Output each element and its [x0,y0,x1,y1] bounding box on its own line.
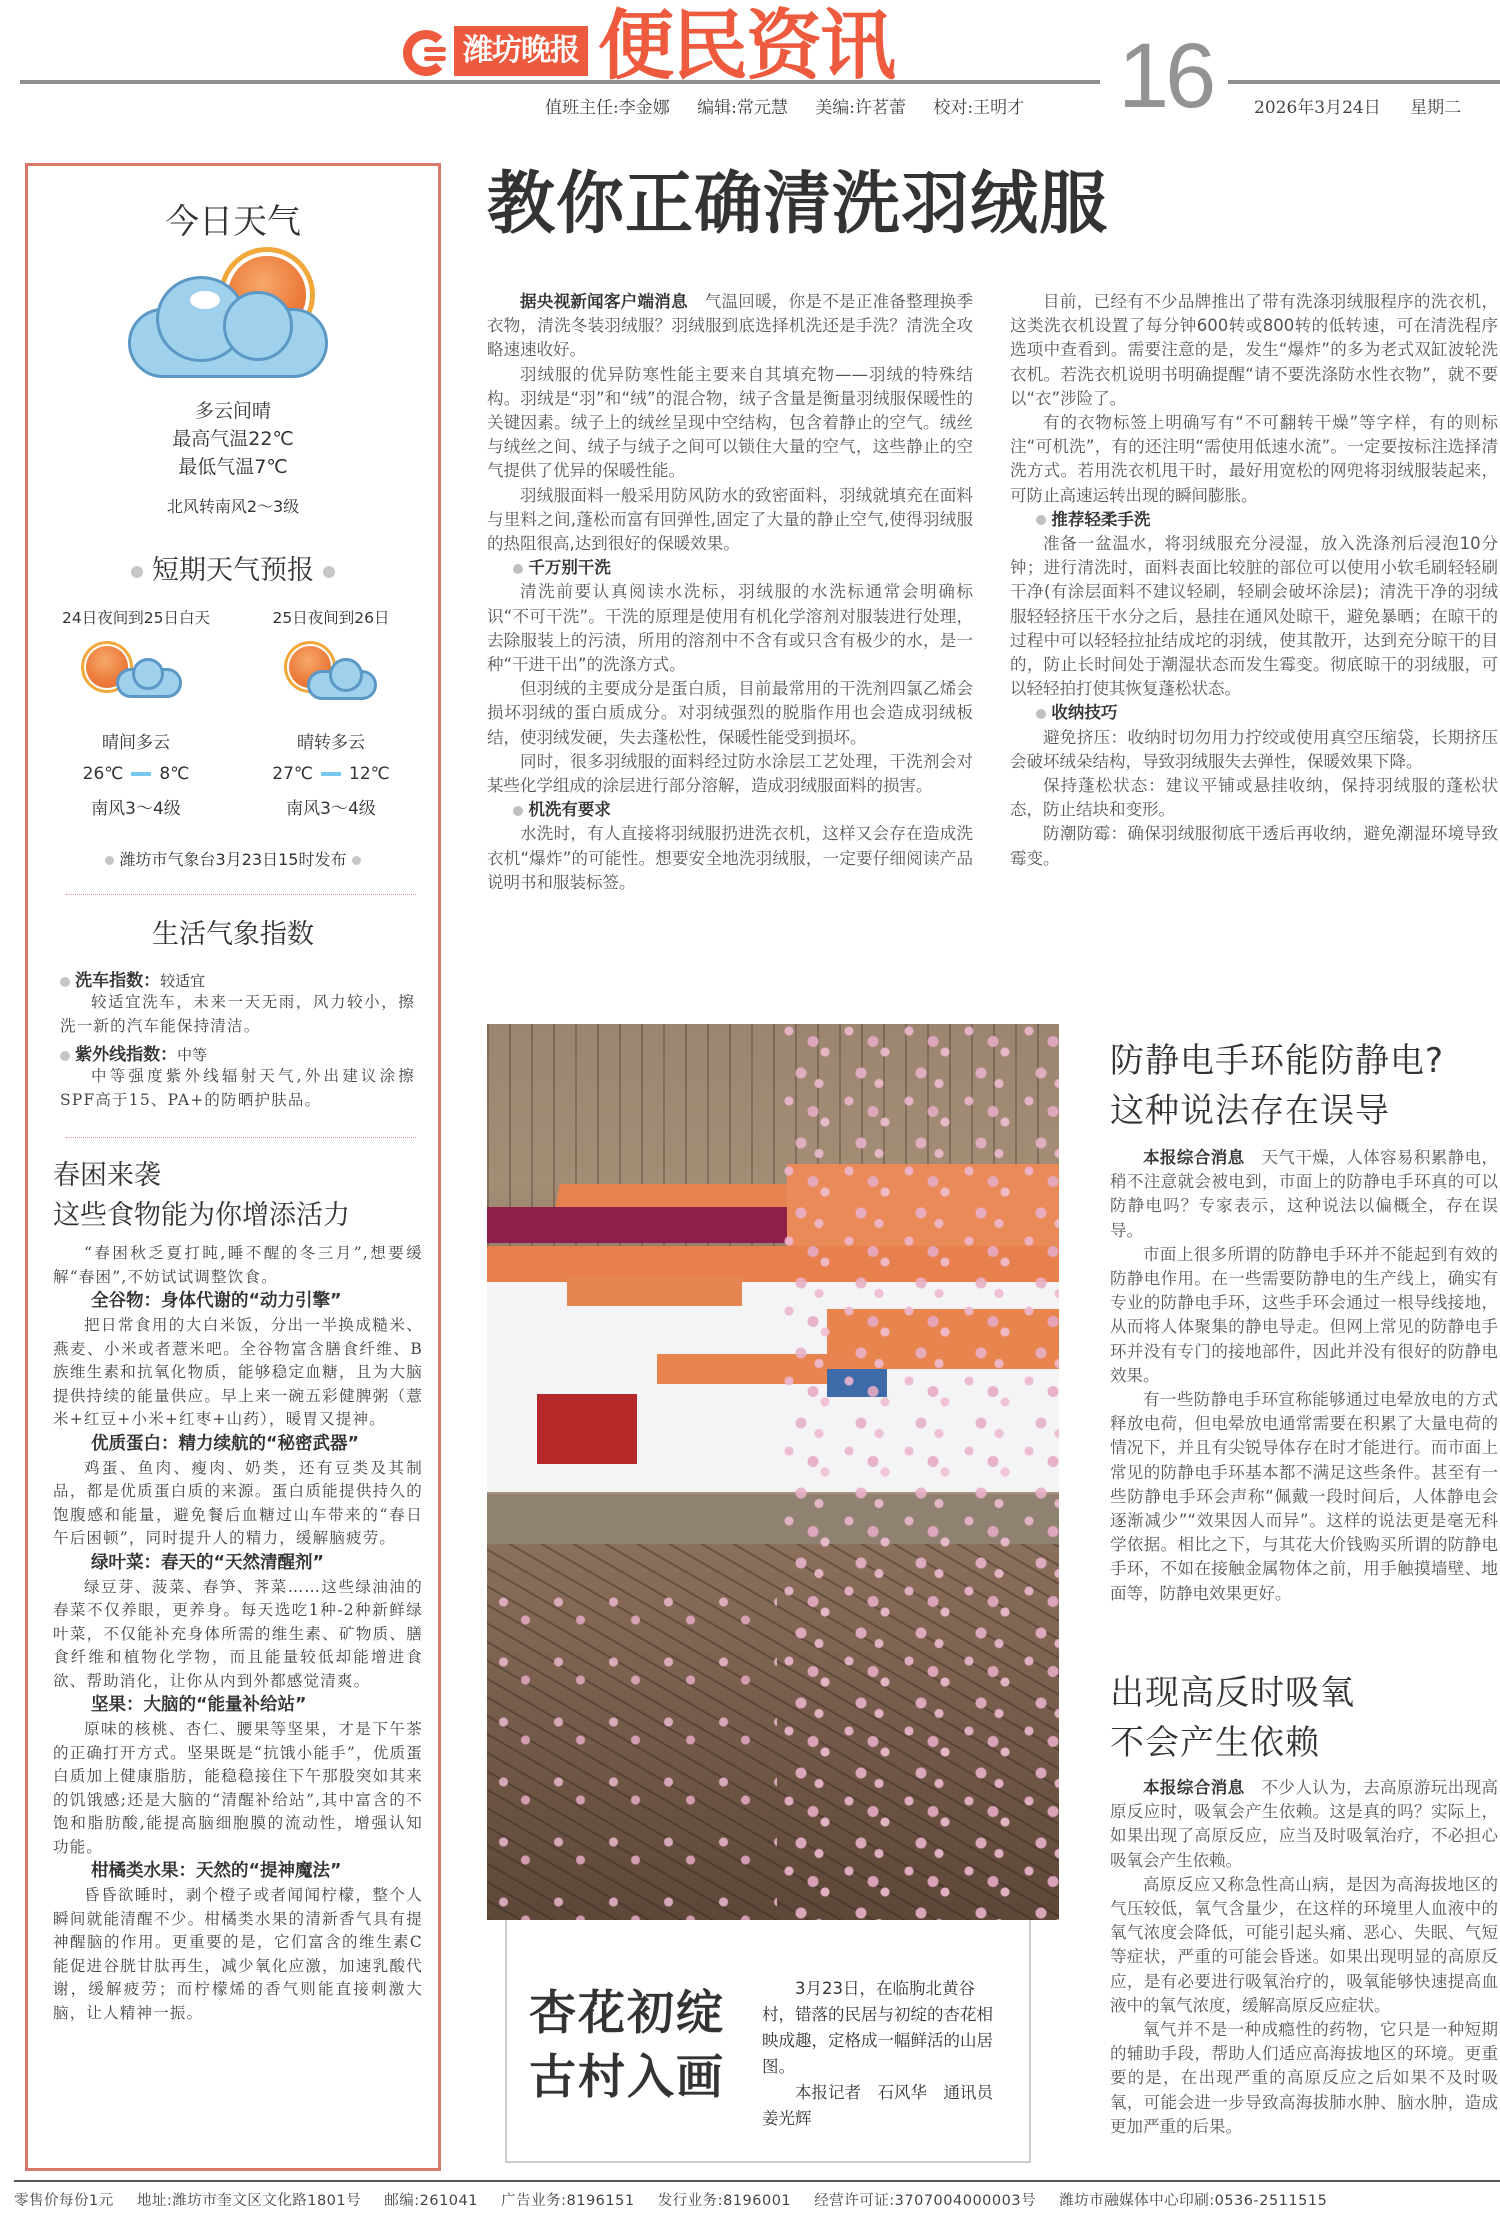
section-heading: 坚果：大脑的“能量补给站” [91,1695,307,1715]
forecast-issuer-line [28,847,438,870]
index-label: 紫外线指数： [75,1045,178,1065]
forecast-title: 短期天气预报 [152,555,314,586]
body-paragraph: 水洗时，有人直接将羽绒服扔进洗衣机，这样又会存在造成洗衣机“爆炸”的可能性。想要安全地洗羽绒服，一定要仔细阅读产品说明书和服装标签。 [487,824,973,892]
bullet-dot-icon [352,856,361,865]
section-heading: 全谷物：身体代谢的“动力引擎” [91,1291,342,1311]
title-line-2: 不会产生依赖 [1110,1723,1320,1763]
forecast-day-1 [36,606,236,819]
main-article-column-1 [487,290,973,895]
section-heading: 优质蛋白：精力续航的“秘密武器” [91,1433,360,1454]
bullet-dot-icon [60,1051,70,1061]
page-number: 16 [1118,25,1213,127]
section-text: 把日常食用的大白米饭，分出一半换成糙米、燕麦、小米或者薏米吧。全谷物富含膳食纤维、B族维生素和抗氧化物质，能够稳定血糖，且为大脑提供持续的能量供应。早上来一碗五彩健脾粥（薏米+红豆+小米+红枣+山药），暖胃又提神。 [53,1316,423,1428]
body-paragraph: 防潮防霉：确保羽绒服彻底干透后再收纳，避免潮湿环境导致霉变。 [1010,824,1498,868]
masthead-rule-left [20,80,1100,84]
section-heading: 绿叶菜：春天的“天然清醒剂” [91,1552,325,1573]
staff-designer: 美编:许茗蕾 [815,98,907,118]
oxygen-article-title [1110,1668,1355,1768]
body-paragraph: 羽绒服面料一般采用防风防水的致密面料，羽绒就填充在面料与里料之间,蓬松而富有回弹性,固定了大量的静止空气,使得羽绒服的热阻很高,达到很好的保暖效果。 [487,485,973,554]
static-article-body [1110,1146,1498,1606]
title-line-1: 出现高反时吸氧 [1110,1673,1355,1713]
section-text: 绿豆芽、菠菜、春笋、荠菜……这些绿油油的春菜不仅养眼，更养身。每天选吃1种-2种新鲜绿叶菜，不仅能补充身体所需的维生素、矿物质、膳食纤维和植物化学物，而且能量较低却能增进食欲、帮助消化，让你从内到外都感觉清爽。 [53,1577,423,1690]
issue-date: 2026年3月24日 [1254,98,1381,118]
footer-distribution: 发行业务:8196001 [657,2193,792,2209]
lead-paragraph: 据央视新闻客户端消息 气温回暖，你是不是正准备整理换季衣物，清洗冬装羽绒服？羽绒服到底选择机洗还是手洗？清洗全攻略速速收好。 [487,292,974,360]
index-value: 较适宜 [160,972,206,990]
divider [66,894,416,895]
spring-intro: “春困秋乏夏打盹,睡不醒的冬三月”,想要缓解“春困”,不妨试试调整饮食。 [53,1244,423,1286]
forecast-high: 27℃ [272,764,313,784]
life-index-title: 生活气象指数 [152,919,314,950]
car-wash-index [60,966,415,1038]
body-paragraph: 市面上很多所谓的防静电手环并不能起到有效的防静电作用。在一些需要防静电的生产线上，确实有专业的防静电手环，这些手环会通过一根导线接地，从而将人体聚集的静电导走。但网上常见的防静电手环并没有专门的接地部件，因此并没有很好的防静电效果。 [1110,1244,1498,1385]
today-condition: 多云间晴 [194,400,271,422]
main-headline: 教你正确清洗羽绒服 [487,165,1109,244]
divider [66,1137,416,1138]
title-line-2: 这种说法存在误导 [1110,1091,1390,1131]
oxygen-article-body [1110,1776,1498,2139]
footer-license: 经营许可证:3707004000003号 [814,2193,1037,2209]
forecast-header [28,548,438,587]
body-paragraph: 氧气并不是一种成瘾性的药物，它只是一种短期的辅助手段，帮助人们适应高海拔地区的环境。更重要的是，在出现严重的高原反应之后如果不及时吸氧，可能会进一步导致高海拔肺水肿、脑水肿，造成更加严重的后果。 [1110,2020,1498,2136]
body-paragraph: 避免挤压：收纳时切勿用力拧绞或使用真空压缩袋，长期挤压会破坏绒朵结构，导致羽绒服失去弹性，保暖效果下降。 [1010,727,1498,771]
footer-price: 零售价每份1元 [14,2193,114,2209]
footer-printer: 潍坊市融媒体中心印刷:0536-2511515 [1059,2193,1328,2209]
title-line-1: 防静电手环能防静电? [1110,1041,1445,1081]
footer-postcode: 邮编:261041 [384,2193,478,2209]
news-source: 据央视新闻客户端消息 [520,292,688,311]
forecast-high: 26℃ [82,764,124,784]
forecast-wind: 南风3～4级 [91,799,181,819]
main-article-column-2 [1010,290,1498,871]
staff-editor: 编辑:常元慧 [697,98,788,118]
body-paragraph: 但羽绒的主要成分是蛋白质，目前最常用的干洗剂四氯乙烯会损坏羽绒的蛋白质成分。对羽绒强烈的脱脂作用也会造成羽绒板结，使羽绒发硬，失去蓬松性，保暖性能受到损坏。 [487,679,973,747]
spring-article [53,1156,423,2025]
forecast-low: 12℃ [349,764,390,784]
temp-range-bar [131,772,151,776]
lead-paragraph: 本报综合消息 不少人认为，去高原游玩出现高原反应时，吸氧会产生依赖。这是真的吗？实际上，如果出现了高原反应，应当及时吸氧治疗，不必担心吸氧会产生依赖。 [1110,1778,1499,1870]
staff-credits [545,93,1046,118]
body-paragraph: 同时，很多羽绒服的面料经过防水涂层工艺处理，干洗剂会对某些化学组成的涂层进行部分溶解，造成羽绒服面料的损害。 [487,751,973,796]
static-article-title [1110,1036,1444,1136]
life-index-list [60,966,415,1112]
photo-title-line-1: 杏花初绽 [529,1986,725,2041]
section-title: 便民资讯 [598,1,894,90]
staff-proofreader: 校对:王明才 [933,98,1025,118]
footer-ads: 广告业务:8196151 [501,2193,635,2209]
index-label: 洗车指数： [75,971,161,991]
section-heading: 柑橘类水果：天然的“提神魔法” [91,1861,342,1881]
index-text: 较适宜洗车，未来一天无雨，风力较小，擦洗一新的汽车能保持清洁。 [60,993,415,1035]
forecast-temps [36,764,236,784]
section-text: 原味的核桃、杏仁、腰果等坚果，才是下午茶的正确打开方式。坚果既是“抗饿小能手”，优质蛋白质加上健康脂肪，能稳稳接住下午那股突如其来的饥饿感;还是大脑的“清醒补给站”,其中富含的不饱和脂肪酸,能提高脑细胞膜的流动性，增强认知功能。 [53,1720,423,1856]
spring-article-title [53,1156,423,1236]
temp-range-bar [321,772,341,776]
title-line-2: 这些食物能为你增添活力 [53,1200,350,1231]
subheading-machine-wash: 机洗有要求 [487,798,973,822]
sunny-cloudy-icon [281,646,381,706]
today-low-temp: 最低气温7℃ [178,456,288,478]
forecast-condition: 晴间多云 [102,733,170,753]
paper-logo-icon [403,30,449,76]
forecast-day-2 [236,606,426,819]
lead-paragraph: 本报综合消息 天气干燥，人体容易积累静电，稍不注意就会被电到，市面上的防静电手环真的可以防静电吗？专家表示，这种说法以偏概全，存在误导。 [1110,1148,1499,1240]
body-paragraph: 清洗前要认真阅读水洗标，羽绒服的水洗标通常会明确标识“不可干洗”。干洗的原理是使用有机化学溶剂对服装进行处理，去除服装上的污渍，所用的溶剂中不含有或只含有极少的水，是一种“干进干出”的洗涤方式。 [487,582,973,675]
body-paragraph: 目前，已经有不少品牌推出了带有洗涤羽绒服程序的洗衣机，这类洗衣机设置了每分钟600转或800转的低转速，可在清洗程序选项中查看到。需要注意的是，发生“爆炸”的多为老式双缸波轮洗衣机。若洗衣机说明书明确提醒“请不要洗涤防水性衣物”，就不要以“衣”涉险了。 [1010,292,1498,408]
index-value: 中等 [177,1046,208,1064]
bullet-dot-icon [131,566,143,578]
forecast-issuer: 潍坊市气象台3月23日15时发布 [119,850,347,869]
body-paragraph: 保持蓬松状态：建议平铺或悬挂收纳，保持羽绒服的蓬松状态，防止结块和变形。 [1010,776,1498,820]
bullet-dot-icon [60,977,70,987]
index-text: 中等强度紫外线辐射天气,外出建议涂擦SPF高于15、PA+的防晒护肤品。 [60,1067,415,1109]
photo-caption [762,1976,1010,2132]
subheading-no-dry-clean: 千万别干洗 [487,556,973,580]
body-paragraph: 准备一盆温水，将羽绒服充分浸湿，放入洗涤剂后浸泡10分钟；进行清洗时，面料表面比较脏的部位可以使用小软毛刷轻轻刷干净(有涂层面料不建议轻刷，轻刷会破坏涂层)；清洗干净的羽绒服轻轻挤压干水分之后，悬挂在通风处晾干，避免暴晒；在晾干的过程中可以轻轻拉扯结成坨的羽绒，使其散开，达到充分晾干的目的，防止长时间处于潮湿状态而发生霉变。彻底晾干的羽绒服，可以轻轻拍打使其恢复蓬松状态。 [1010,534,1498,699]
news-source: 本报综合消息 [1143,1148,1245,1167]
body-paragraph: 羽绒服的优异防寒性能主要来自其填充物——羽绒的特殊结构。羽绒是“羽”和“绒”的混合物，绒子含量是衡量羽绒服保暖性的关键因素。绒子上的绒丝呈现中空结构，包含着静止的空气。绒丝与绒丝之间、绒子与绒子之间可以锁住大量的空气，这些静止的空气提供了优异的保暖性能。 [487,364,973,481]
section-text: 昏昏欲睡时，剥个橙子或者闻闻柠檬，整个人瞬间就能清醒不少。柑橘类水果的清新香气具有提神醒脑的作用。更重要的是，它们富含的维生素C能促进谷胱甘肽再生，减少氧化应激，加速乳酸代谢，缓解疲劳；而柠檬烯的香气则能直接刺激大脑，让人精神一振。 [53,1886,423,2022]
forecast-period: 24日夜间到25日白天 [62,609,210,627]
forecast-condition: 晴转多云 [297,733,365,753]
bullet-dot-icon [323,566,335,578]
staff-duty-chief: 值班主任:李金娜 [545,98,670,118]
photo-caption-box [505,1920,1031,2163]
footer-rule [14,2180,1500,2182]
subheading-storage: 收纳技巧 [1010,701,1498,725]
today-wind: 北风转南风2～3级 [166,497,300,516]
forecast-low: 8℃ [159,764,190,784]
village-apricot-blossom-photo [487,1024,1059,1920]
photo-credit: 本报记者 石风华 通讯员 姜光辉 [762,2083,1010,2128]
body-paragraph: 有一些防静电手环宣称能够通过电晕放电的方式释放电荷，但电晕放电通常需要在积累了大量电荷的情况下，并且有尖锐导体存在时才能进行。而市面上常见的防静电手环基本都不满足这些条件。甚至有一些防静电手环会声称“佩戴一段时间后，人体静电会逐渐减少”“效果因人而异”。这样的说法更是毫无科学依据。相比之下，与其花大价钱购买所谓的防静电手环，不如在接触金属物体之前，用手触摸墙壁、地面等，防静电效果更好。 [1110,1390,1498,1603]
today-high-temp: 最高气温22℃ [172,428,294,450]
forecast-temps [236,764,426,784]
footer-address: 地址:潍坊市奎文区文化路1801号 [136,2193,362,2209]
body-paragraph: 有的衣物标签上明确写有“不可翻转干燥”等字样，有的则标注“可机洗”，有的还注明“需使用低速水流”。一定要按标注选择清洗方式。若用洗衣机甩干时，最好用宽松的网兜将羽绒服装起来，可防止高速运转出现的瞬间膨胀。 [1010,413,1498,505]
today-weather-title: 今日天气 [165,202,301,242]
masthead-rule-right [1228,80,1500,84]
paper-name: 潍坊晚报 [454,26,588,76]
photo-title-line-2: 古村入画 [529,2050,725,2105]
title-line-1: 春困来袭 [53,1160,161,1191]
partly-cloudy-icon [128,246,338,386]
photo-title [529,1982,725,2110]
forecast-wind: 南风3～4级 [286,799,376,819]
sidebar-panel [25,163,441,2171]
body-paragraph: 高原反应又称急性高山病，是因为高海拔地区的气压较低，氧气含量少，在这样的环境里人血液中的氧气浓度会降低，可能引起头痛、恶心、失眠、气短等症状，严重的可能会昏迷。如果出现明显的高原反应，是有必要进行吸氧治疗的，吸氧能够快速提高血液中的氧气浓度，缓解高原反应症状。 [1110,1874,1498,2015]
uv-index [60,1040,415,1112]
news-source: 本报综合消息 [1143,1778,1245,1797]
bullet-dot-icon [105,856,114,865]
footer-info [14,2189,1345,2210]
forecast-period: 25日夜间到26日 [272,609,390,627]
dateline [1254,93,1485,118]
issue-weekday: 星期二 [1410,98,1462,118]
section-text: 鸡蛋、鱼肉、瘦肉、奶类，还有豆类及其制品，都是优质蛋白质的来源。蛋白质能提供持久的饱腹感和能量，避免餐后血糖过山车带来的“春日午后困顿”，同时提升人的精力，缓解脑疲劳。 [53,1458,423,1547]
photo-caption-text: 3月23日，在临朐北黄谷村，错落的民居与初绽的杏花相映成趣，定格成一幅鲜活的山居图。 [762,1979,993,2076]
subheading-hand-wash: 推荐轻柔手洗 [1010,508,1498,532]
sunny-cloudy-icon [86,646,186,706]
